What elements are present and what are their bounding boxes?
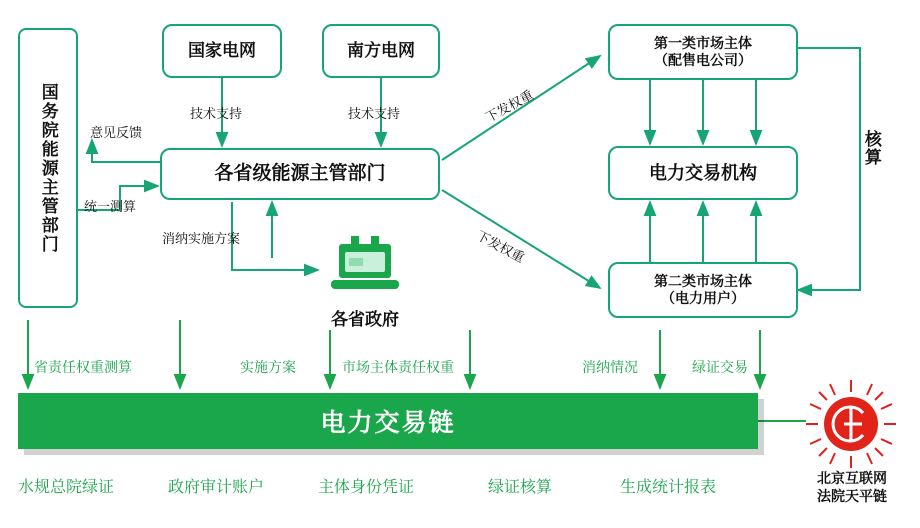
chain-input-label-4: 绿证交易 xyxy=(692,359,748,375)
edge-label-unified-calc: 统一测算 xyxy=(84,199,137,214)
node-state-grid[interactable] xyxy=(162,24,282,78)
edge-label-issue-weight-top: 下发权重 xyxy=(482,87,536,126)
node-label: 国务院能源主管部门 xyxy=(38,82,58,254)
court-caption-line2: 法院天平链 xyxy=(817,487,887,504)
court-caption xyxy=(788,470,916,505)
chain-output-label-1: 政府审计账户 xyxy=(168,479,265,496)
node-label: 国家电网 xyxy=(188,41,256,61)
node-provincial-government-label: 各省政府 xyxy=(331,310,399,329)
node-label: 电力交易机构 xyxy=(649,162,757,183)
node-market-entity-type1[interactable] xyxy=(608,24,798,80)
court-caption-line1: 北京互联网 xyxy=(817,470,887,486)
chain-output-label-3: 绿证核算 xyxy=(488,479,553,496)
edge-label-tech-support-left: 技术支持 xyxy=(190,106,243,121)
chain-input-label-0: 省责任权重测算 xyxy=(34,359,132,375)
chain-output-label-4: 生成统计报表 xyxy=(620,479,717,496)
node-label: 各省级能源主管部门 xyxy=(214,163,386,185)
node-label-line2: （配售电公司） xyxy=(654,52,752,68)
node-power-trading-institution[interactable] xyxy=(608,146,798,200)
edge-label-consumption-plan: 消纳实施方案 xyxy=(162,231,241,246)
chain-output-label-0: 水规总院绿证 xyxy=(18,479,115,496)
beijing-internet-court-logo-icon xyxy=(800,378,902,470)
chain-output-label-2: 主体身份凭证 xyxy=(318,479,415,496)
edge-label-feedback: 意见反馈 xyxy=(90,125,143,140)
edge-label-tech-support-right: 技术支持 xyxy=(348,106,401,121)
chain-input-label-3: 消纳情况 xyxy=(582,359,638,375)
node-label-line2: （电力用户） xyxy=(661,290,745,306)
node-label-line1: 第一类市场主体 xyxy=(654,34,752,51)
node-label: 南方电网 xyxy=(347,41,415,61)
edge-label-issue-weight-bottom: 下发权重 xyxy=(474,227,527,266)
chain-input-label-2: 市场主体责任权重 xyxy=(342,359,454,375)
chain-bar-title: 电力交易链 xyxy=(320,409,456,437)
power-trading-chain-bar[interactable] xyxy=(18,393,758,449)
node-label-line1: 第二类市场主体 xyxy=(654,272,752,289)
node-market-entity-type2[interactable] xyxy=(608,262,798,318)
node-state-council-energy-dept[interactable] xyxy=(18,28,78,308)
chain-input-label-1: 实施方案 xyxy=(240,359,296,375)
node-provincial-energy-dept[interactable] xyxy=(160,148,440,200)
edge-label-accounting: 核算 xyxy=(861,130,881,166)
province-government-icon xyxy=(325,232,405,302)
node-south-grid[interactable] xyxy=(322,24,440,78)
node-label-wrap xyxy=(654,35,752,70)
node-label-wrap xyxy=(654,273,752,308)
